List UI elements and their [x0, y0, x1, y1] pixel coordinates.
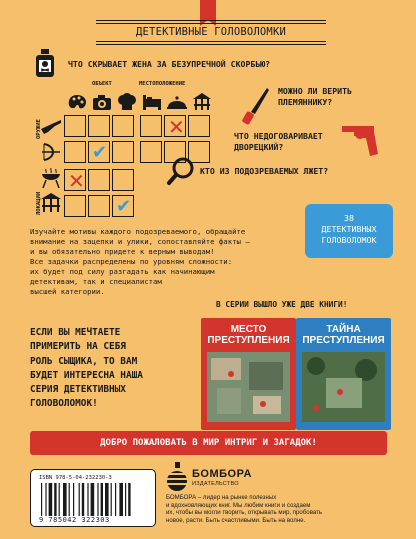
- barcode-bar: [41, 483, 42, 516]
- question-liar: КТО ИЗ ПОДОЗРЕВАЕМЫХ ЛЖЕТ?: [200, 166, 329, 176]
- bed-icon: [142, 93, 162, 111]
- barcode-bar: [125, 483, 126, 516]
- barcode-bar: [45, 483, 46, 516]
- publisher-about: БОМБОРА – лидер на рынке полезных и вдохновляющих книг. Мы любим книги и создаем их, чтобы вы могли творить, открывать мир, пробовать новое, расти. Быть счастливыми. Быть на волне.: [166, 494, 323, 524]
- barcode-bar: [101, 483, 103, 516]
- barcode-bar: [111, 483, 112, 516]
- description: Изучайте мотивы каждого подозреваемого, обращайте внимание на зацепки и улики, сопоставляйте факты – и вы обязательно придете к верным выводам! Все задачки распределены по уровням сложности: их будет под силу разгадать как начинающим детективам, так и специалистам высшей категории.: [30, 227, 250, 296]
- barcode-bar: [54, 483, 56, 516]
- grid-cell-check: ✔: [88, 141, 110, 163]
- grid-cell-check: ✔: [112, 195, 134, 217]
- grid-cell-x: ✕: [64, 169, 86, 191]
- barcode-box: [30, 469, 156, 527]
- camera-icon: [92, 93, 112, 111]
- question-nephew: МОЖНО ЛИ ВЕРИТЬ ПЛЕМЯННИКУ?: [278, 86, 352, 107]
- book-cover-illustration: [296, 318, 391, 430]
- barcode-bar: [69, 483, 70, 516]
- barcode-bar: [91, 483, 95, 516]
- grid-label-location: МЕСТОПОЛОЖЕНИЕ: [139, 81, 186, 87]
- publisher-sub: ИЗДАТЕЛЬСТВО: [192, 481, 239, 487]
- gazebo-icon: [192, 92, 212, 112]
- barcode-bar: [128, 483, 130, 516]
- question-butler: ЧТО НЕДОГОВАРИВАЕТ ДВОРЕЦКИЙ?: [234, 131, 323, 152]
- barcode-bar: [59, 483, 60, 516]
- header-title: ДЕТЕКТИВНЫЕ ГОЛОВОЛОМКИ: [136, 26, 286, 38]
- barcode-image: [41, 483, 147, 516]
- publisher-name: БОМБОРА: [192, 468, 252, 480]
- barcode-bar: [87, 483, 88, 516]
- revolver-icon: [340, 120, 390, 158]
- series-note: В СЕРИИ ВЫШЛО УЖЕ ДВЕ КНИГИ!: [216, 300, 348, 309]
- book-cover-crime-mystery: ТАЙНА ПРЕСТУПЛЕНИЯ: [296, 318, 391, 430]
- book-cover-crime-scene: МЕСТО ПРЕСТУПЛЕНИЯ: [201, 318, 296, 430]
- grid-label-locations: ЛОКАЦИИ: [36, 191, 42, 215]
- welcome-banner: ДОБРО ПОЖАЛОВАТЬ В МИР ИНТРИГ И ЗАГАДОК!: [30, 431, 387, 455]
- barcode-digits: 9 785042 322303: [39, 516, 110, 524]
- promo-text: ЕСЛИ ВЫ МЕЧТАЕТЕ ПРИМЕРИТЬ НА СЕБЯ РОЛЬ СЫЩИКА, ТО ВАМ БУДЕТ ИНТЕРЕСНА НАША СЕРИЯ ДЕТЕКТИВНЫХ ГОЛОВОЛОМОК!: [30, 327, 143, 410]
- header-banner: [96, 17, 326, 47]
- question-wife: ЧТО СКРЫВАЕТ ЖЕНА ЗА БЕЗУПРЕЧНОЙ СКОРБЬЮ?: [68, 59, 271, 69]
- barcode-bar: [49, 483, 53, 516]
- knife-icon: [241, 86, 271, 126]
- barcode-bar: [63, 483, 67, 516]
- barcode-bar: [115, 483, 116, 516]
- cloche-icon: [166, 93, 188, 111]
- bow-icon: [40, 142, 62, 162]
- barcode-bar: [82, 483, 84, 516]
- poison-bottle-icon: [32, 48, 58, 78]
- puzzle-count-badge: 38 ДЕТЕКТИВНЫХ ГОЛОВОЛОМОК: [305, 204, 393, 258]
- palette-icon: [67, 93, 87, 111]
- barcode-bar: [97, 483, 98, 516]
- gazebo-icon: [40, 192, 62, 214]
- grid-cell-x: ✕: [164, 115, 186, 137]
- chef-hat-icon: [117, 93, 137, 111]
- barcode-bar: [79, 483, 80, 516]
- grid-label-weapon: ОРУЖИЕ: [36, 119, 42, 139]
- grill-icon: [40, 167, 62, 189]
- grid-label-object: ОБЪЕКТ: [92, 81, 112, 87]
- book-cover-illustration: [201, 318, 296, 430]
- barcode-bar: [105, 483, 109, 516]
- barcode-bar: [73, 483, 74, 516]
- isbn-text: ISBN 978-5-04-232230-3: [39, 475, 112, 481]
- barcode-bar: [119, 483, 123, 516]
- bombora-logo-icon: [166, 461, 188, 497]
- magnifier-icon: [166, 156, 196, 186]
- rifle-icon: [40, 117, 62, 137]
